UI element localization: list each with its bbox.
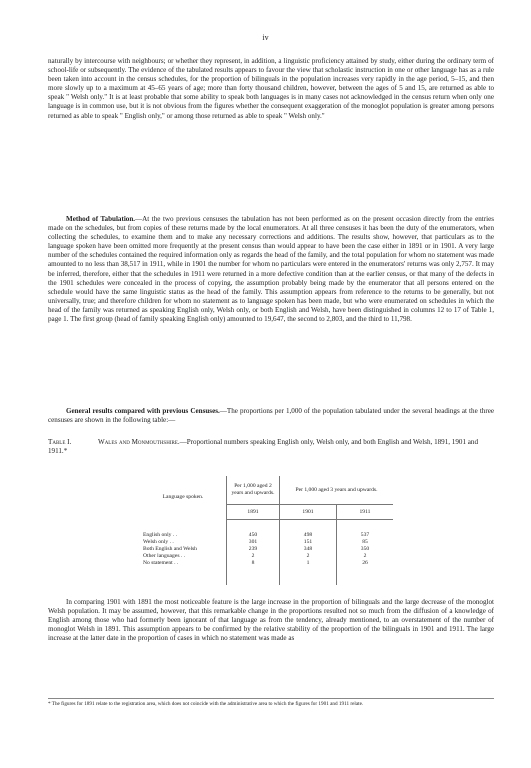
table-label: Table I. bbox=[48, 438, 72, 446]
cell-1901: 348 bbox=[280, 546, 337, 553]
leader-dots: . . bbox=[174, 560, 179, 566]
footnote-divider bbox=[48, 698, 494, 699]
table-row bbox=[140, 532, 393, 539]
table-row bbox=[140, 539, 393, 546]
column-header-1911: 1911 bbox=[337, 505, 394, 520]
general-results-text: —The proportions per 1,000 of the population tabulated under the several headings at the three censuses are shown in the following table:— bbox=[48, 407, 495, 425]
table-row bbox=[140, 546, 393, 553]
cell-1911: 2 bbox=[337, 553, 394, 560]
row-label: No statement bbox=[143, 560, 173, 566]
cell-1901: 2 bbox=[280, 553, 337, 560]
row-label: Both English and Welsh bbox=[143, 546, 197, 552]
footnote: * The figures for 1891 relate to the registration area, which does not coincide with the administrative area to which the figures for 1901 and 1911 relate. bbox=[48, 701, 364, 707]
method-of-tabulation-heading: Method of Tabulation. bbox=[66, 215, 136, 223]
cell-1901: 498 bbox=[280, 532, 337, 539]
column-header-language: Language spoken. bbox=[162, 494, 204, 501]
leader-dots: . . bbox=[180, 553, 186, 559]
cell-1891: 8 bbox=[227, 560, 280, 567]
cell-1891: 239 bbox=[227, 546, 280, 553]
cell-1891: 450 bbox=[227, 532, 280, 539]
cell-1901: 151 bbox=[280, 539, 337, 546]
row-label: Welsh only bbox=[143, 539, 169, 545]
paragraph-bilingual-evidence: naturally by intercourse with neighbours; or whether they represent, in addition, a linguistic proficiency attained by study, either during the ordinary term of school-life or subsequently. The evidence of the tabulated results appears to favour the view that scholastic instruction in one or other language has as a rule been taken into account in the census schedules, for the proportion of bilinguals in the population increases very rapidly in the age period, 5–15, and then more slowly up to a maximum at 45–65 years of age; more than forty thousand children, however, between the ages of 5 and 15, are returned as able to speak " Welsh only." It is at least probable that some ability to speak both languages is in many cases not acknowledged in the census return when only one language is in common use, but it is not obvious from the figures whether the consequent exaggeration of the monoglot population is greater among persons returned as able to speak " English only," or among those returned as able to speak " Welsh only." bbox=[48, 57, 494, 120]
table-caption bbox=[48, 438, 494, 456]
cell-1891: 301 bbox=[227, 539, 280, 546]
paragraph-general-results bbox=[48, 407, 494, 425]
leader-dots: . . bbox=[169, 539, 174, 545]
column-header-1891: 1891 bbox=[227, 505, 280, 520]
cell-1911: 350 bbox=[337, 546, 394, 553]
cell-1901: 1 bbox=[280, 560, 337, 567]
cell-1911: 85 bbox=[337, 539, 394, 546]
method-of-tabulation-text: —At the two previous censuses the tabulation has not been performed as on the present occasion directly from the entries made on the schedules, but from copies of these returns made by the local enumerators. At all three censuses it has been the duty of the enumerators, when collecting the schedules, to examine them and to make any necessary corrections and additions. The results show, however, that particulars as to the language spoken have been omitted more frequently at the present census than would appear to have been the case either in 1891 or in 1901. A very large number of the schedules contained the required information only as regards the head of the family, and the total population for whom no statement was made amounted to no less than 38,517 in 1911, while in 1901 the number for whom no particulars were entered in the enumerators' returns was only 2,757. It may be inferred, therefore, either that the schedules in 1911 were returned in a more defective condition than at the earlier census, or that many of the defects in the 1901 schedules were concealed in the process of copying, the assumption probably being made by the enumerator that all persons entered on the schedule would have the same linguistic status as the head of the family. This assumption appears from reference to the returns to be generally, but not universally, true; and therefore children for whom no statement as to language spoken has been made, but who were enumerated on schedules in which the head of the family was returned as speaking English only, Welsh only, or both English and Welsh, have been distinguished in columns 12 to 17 of Table 1, page 1. The first group (head of family speaking English only) amounted to 19,647, the second to 2,803, and the third to 11,798. bbox=[48, 215, 494, 324]
leader-dots: . . bbox=[172, 532, 178, 538]
column-header-per-1000-aged-3: Per 1,000 aged 3 years and upwards. bbox=[280, 476, 394, 505]
table-caption-title: Wales and Monmouthshire. bbox=[98, 438, 180, 446]
cell-1891: 2 bbox=[227, 553, 280, 560]
paragraph-method-of-tabulation bbox=[48, 215, 494, 324]
table-row bbox=[140, 560, 393, 567]
column-header-1901: 1901 bbox=[280, 505, 337, 520]
column-header-per-1000-aged-2: Per 1,000 aged 2 years and upwards. bbox=[227, 476, 280, 505]
page-number: iv bbox=[262, 33, 269, 42]
row-label: English only bbox=[143, 532, 172, 538]
paragraph-comparison: In comparing 1901 with 1891 the most noticeable feature is the large increase in the proportion of bilinguals and the large decrease of the monoglot Welsh population. It may be assumed, however, that this remarkable change in the proportions resulted not so much from the diffusion of a knowledge of English among those who had formerly been ignorant of that language as from the tendency, already mentioned, to an overstatement of the number of monoglot Welsh in 1891. This assumption appears to be confirmed by the relative stability of the proportion of the bilinguals in 1901 and 1911. The large increase at the latter date in the proportion of cases in which no statement was made as bbox=[48, 598, 494, 643]
table-caption-rest: —Proportional numbers speaking English only, Welsh only, and both English and Welsh, 1891, 1901 and 1911.* bbox=[48, 438, 479, 456]
cell-1911: 26 bbox=[337, 560, 394, 567]
language-proportion-table bbox=[140, 476, 393, 585]
table-row bbox=[140, 553, 393, 560]
general-results-heading: General results compared with previous Censuses. bbox=[66, 407, 220, 415]
cell-1911: 537 bbox=[337, 532, 394, 539]
row-label: Other languages bbox=[143, 553, 180, 559]
